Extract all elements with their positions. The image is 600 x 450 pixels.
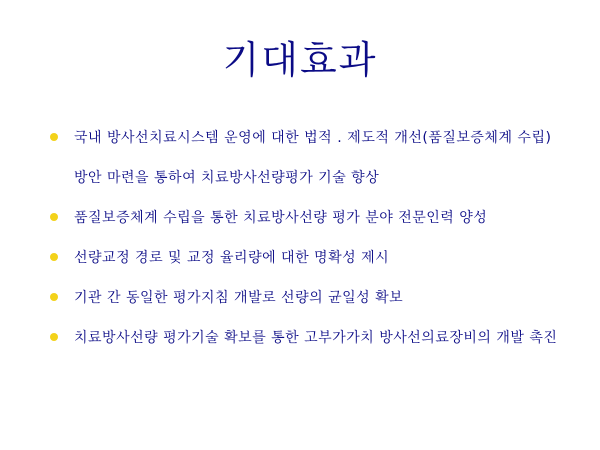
bullet-item — [50, 278, 570, 318]
bullet-list — [50, 118, 570, 358]
bullet-text: 치료방사선량 평가기술 확보를 통한 고부가가치 방사선의료장비의 개발 촉진 — [74, 330, 558, 346]
bullet-dot-icon — [50, 213, 58, 221]
bullet-text: 선량교정 경로 및 교정 율리량에 대한 명확성 제시 — [74, 250, 390, 266]
bullet-dot-icon — [50, 293, 58, 301]
slide-title: 기대효과 — [222, 38, 378, 82]
bullet-item — [50, 318, 570, 358]
bullet-text: 기관 간 동일한 평가지침 개발로 선량의 균일성 확보 — [74, 290, 404, 306]
bullet-text: 품질보증체계 수립을 통한 치료방사선량 평가 분야 전문인력 양성 — [74, 210, 488, 226]
bullet-text: 국내 방사선치료시스템 운영에 대한 법적 ․ 제도적 개선(품질보증체계 수립) 방안 마련을 통하여 치료방사선량평가 기술 향상 — [74, 130, 552, 186]
bullet-item — [50, 238, 570, 278]
bullet-item — [50, 118, 570, 198]
bullet-dot-icon — [50, 253, 58, 261]
bullet-item — [50, 198, 570, 238]
bullet-dot-icon — [50, 333, 58, 341]
bullet-dot-icon — [50, 133, 58, 141]
